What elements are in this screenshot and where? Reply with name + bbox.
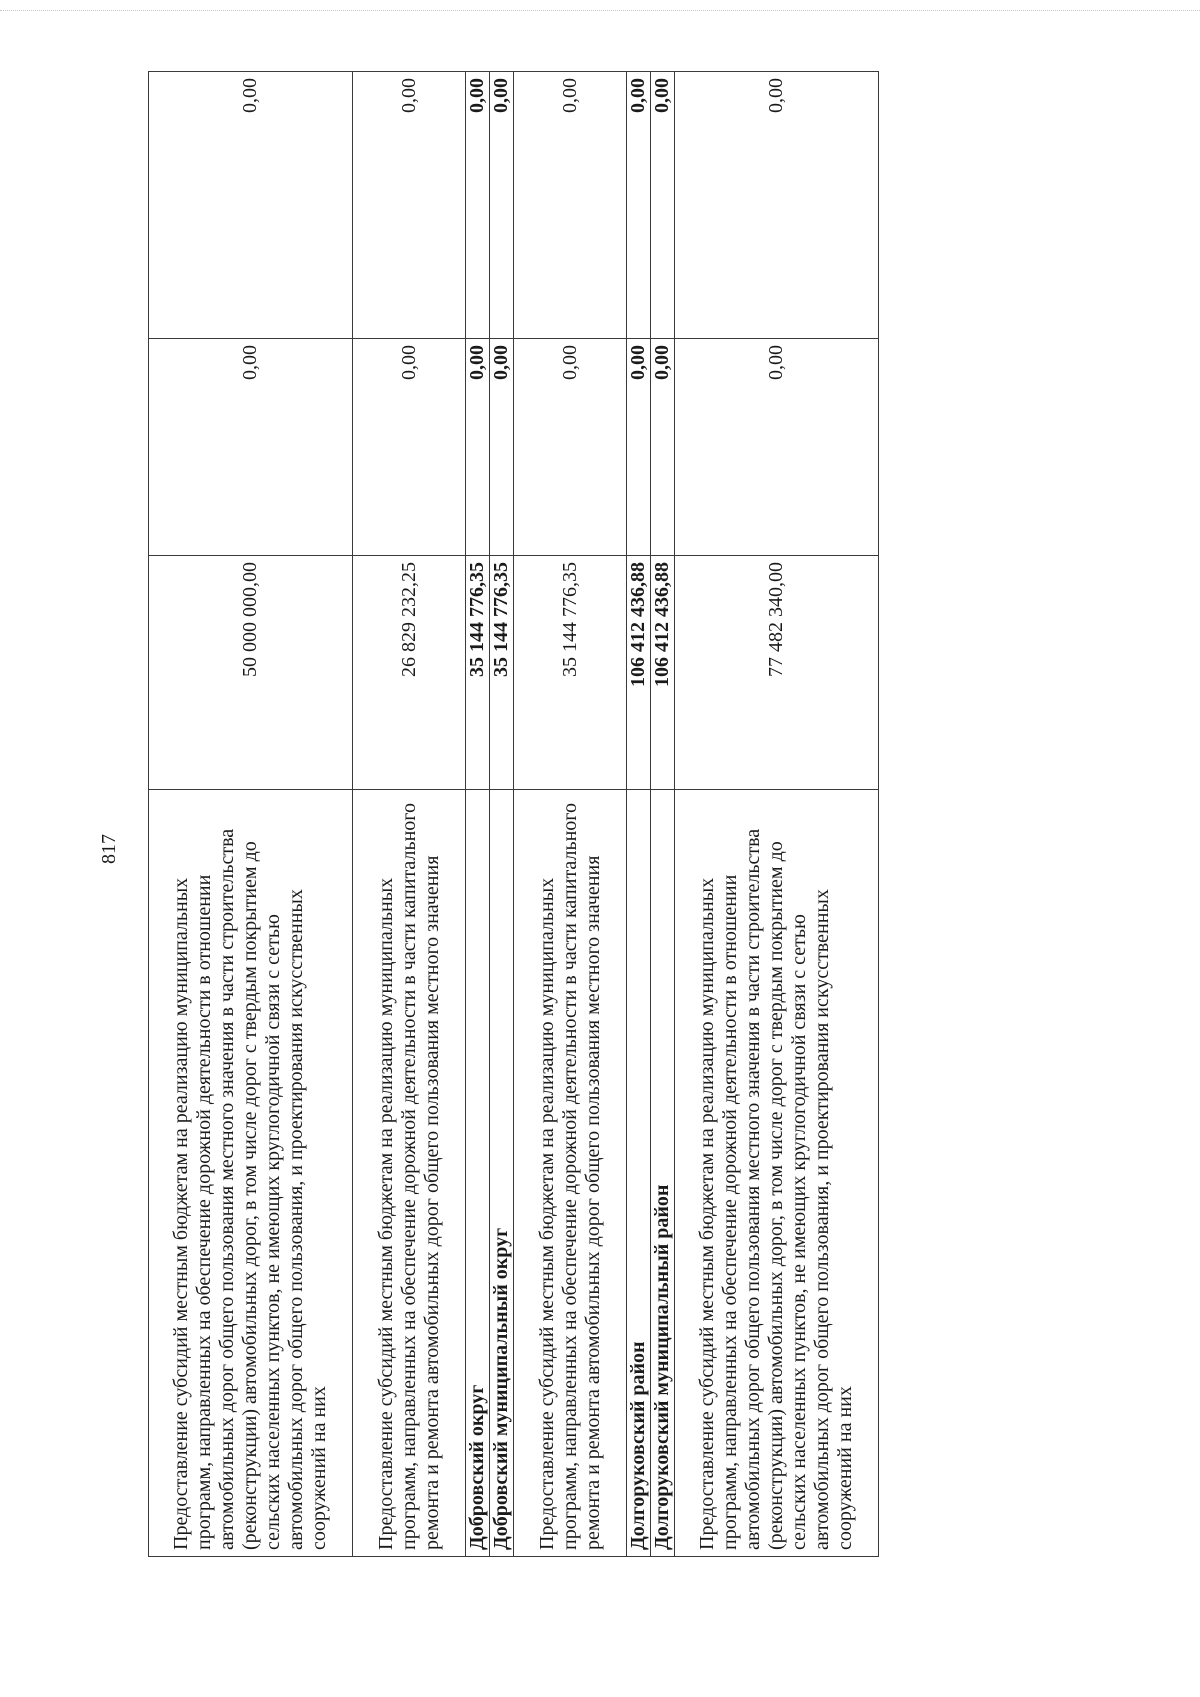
table-row-total <box>651 72 675 1557</box>
rotated-page-content <box>148 72 998 1557</box>
row-description: Добровский муниципальный округ <box>490 790 514 1557</box>
row-description: Долгоруковский район <box>627 790 651 1557</box>
row-value-3: 0,00 <box>514 72 627 339</box>
row-value-2: 0,00 <box>627 339 651 556</box>
row-description: Предоставление субсидий местным бюджетам на реализацию муниципальных программ, направленных на обеспечение дорожной деятельности в отношении автомобильных дорог общего пользования местного значения в части строительства (реконструкции) автомобильных дорог, в том числе дорог с твердым покрытием до сельских населенных пунктов, не имеющих круглогодичной связи с сетью автомобильных дорог общего пользования, и проектирования искусственных сооружений на них <box>675 790 879 1557</box>
row-description: Предоставление субсидий местным бюджетам на реализацию муниципальных программ, направленных на обеспечение дорожной деятельности в части капитального ремонта и ремонта автомобильных дорог общего пользования местного значения <box>353 790 466 1557</box>
row-value-2: 0,00 <box>651 339 675 556</box>
table-row-total <box>490 72 514 1557</box>
table-row-total <box>466 72 490 1557</box>
row-amount: 77 482 340,00 <box>675 556 879 790</box>
row-value-3: 0,00 <box>353 72 466 339</box>
row-value-2: 0,00 <box>675 339 879 556</box>
budget-table <box>148 71 879 1557</box>
row-value-3: 0,00 <box>651 72 675 339</box>
table-row <box>675 72 879 1557</box>
table-row-total <box>627 72 651 1557</box>
table-row <box>514 72 627 1557</box>
row-amount: 26 829 232,25 <box>353 556 466 790</box>
row-description: Добровский округ <box>466 790 490 1557</box>
row-value-3: 0,00 <box>149 72 353 339</box>
row-amount: 35 144 776,35 <box>490 556 514 790</box>
row-value-2: 0,00 <box>514 339 627 556</box>
row-value-2: 0,00 <box>353 339 466 556</box>
row-value-2: 0,00 <box>466 339 490 556</box>
row-amount: 35 144 776,35 <box>466 556 490 790</box>
table-row <box>353 72 466 1557</box>
table-row <box>149 72 353 1557</box>
row-amount: 50 000 000,00 <box>149 556 353 790</box>
scan-edge-dots <box>0 10 1200 11</box>
row-description: Предоставление субсидий местным бюджетам на реализацию муниципальных программ, направленных на обеспечение дорожной деятельности в отношении автомобильных дорог общего пользования местного значения в части строительства (реконструкции) автомобильных дорог, в том числе дорог с твердым покрытием до сельских населенных пунктов, не имеющих круглогодичной связи с сетью автомобильных дорог общего пользования, и проектирования искусственных сооружений на них <box>149 790 353 1557</box>
row-value-3: 0,00 <box>466 72 490 339</box>
row-amount: 106 412 436,88 <box>627 556 651 790</box>
row-description: Предоставление субсидий местным бюджетам на реализацию муниципальных программ, направленных на обеспечение дорожной деятельности в части капитального ремонта и ремонта автомобильных дорог общего пользования местного значения <box>514 790 627 1557</box>
page-number: 817 <box>98 834 120 864</box>
row-value-3: 0,00 <box>490 72 514 339</box>
row-amount: 35 144 776,35 <box>514 556 627 790</box>
row-value-3: 0,00 <box>627 72 651 339</box>
row-value-2: 0,00 <box>490 339 514 556</box>
row-value-3: 0,00 <box>675 72 879 339</box>
row-value-2: 0,00 <box>149 339 353 556</box>
row-description: Долгоруковский муниципальный район <box>651 790 675 1557</box>
row-amount: 106 412 436,88 <box>651 556 675 790</box>
